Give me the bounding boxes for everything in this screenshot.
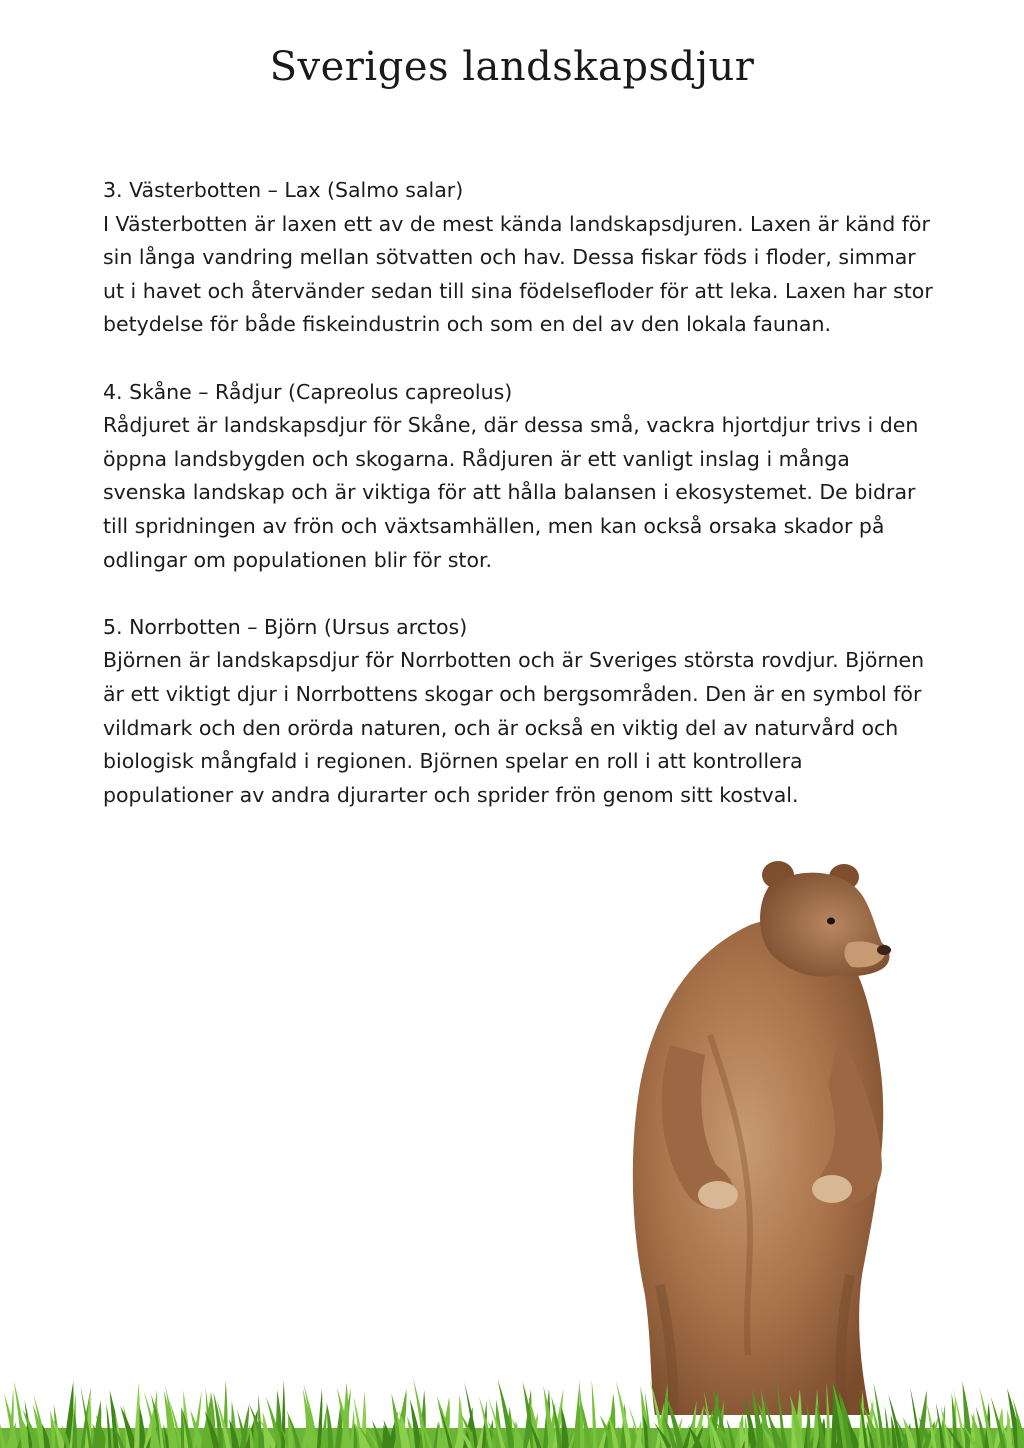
grass-blade: [134, 1382, 140, 1448]
section-heading: 5. Norrbotten – Björn (Ursus arctos): [103, 614, 468, 639]
section-skane: [103, 376, 933, 578]
section-text: Björnen är landskapsdjur för Norrbotten och är Sveriges största rovdjur. Björnen är ett viktigt djur i Norrbottens skogar och bergsområden. Den är en symbol för vildmark och den orörda naturen, och är också en viktig del av naturvård och biologisk mångfald i regionen. Björnen spelar en roll i att kontrollera populationer av andra djurarter och sprider frön genom sitt kostval.: [103, 648, 925, 807]
bear-nose: [877, 945, 891, 955]
grass-blade: [826, 1382, 830, 1448]
section-vasterbotten: [103, 174, 933, 342]
grass-blade: [139, 1406, 145, 1448]
section-text: Rådjuret är landskapsdjur för Skåne, där dessa små, vackra hjortdjur trivs i den öppna landsbygden och skogarna. Rådjuren är ett vanligt inslag i många svenska landskap och är viktiga för att hålla balansen i ekosystemet. De bidrar till spridningen av frön och växtsamhällen, men kan också orsaka skador på odlingar om populationen blir för stor.: [103, 413, 919, 572]
bear-illustration: [600, 855, 920, 1415]
grass-blade: [561, 1406, 569, 1448]
bear-paw-right: [812, 1175, 852, 1203]
grass-blade: [813, 1389, 819, 1448]
section-norrbotten: [103, 611, 933, 813]
grass-border: [0, 1376, 1024, 1448]
section-heading: 4. Skåne – Rådjur (Capreolus capreolus): [103, 379, 513, 404]
bear-eye: [827, 918, 835, 925]
grass-blade: [457, 1394, 463, 1448]
document-body: [103, 174, 933, 846]
section-text: I Västerbotten är laxen ett av de mest kända landskapsdjuren. Laxen är känd för sin långa vandring mellan sötvatten och hav. Dessa fiskar föds i floder, simmar ut i havet och återvänder sedan till sina födelsefloder för att leka. Laxen har stor betydelse för både fiskeindustrin och som en del av den lokala faunan.: [103, 211, 933, 337]
bear-paw-left: [698, 1181, 738, 1209]
grass-blades: [0, 1378, 1024, 1448]
section-heading: 3. Västerbotten – Lax (Salmo salar): [103, 178, 464, 202]
page-title: Sveriges landskapsdjur: [269, 44, 755, 90]
